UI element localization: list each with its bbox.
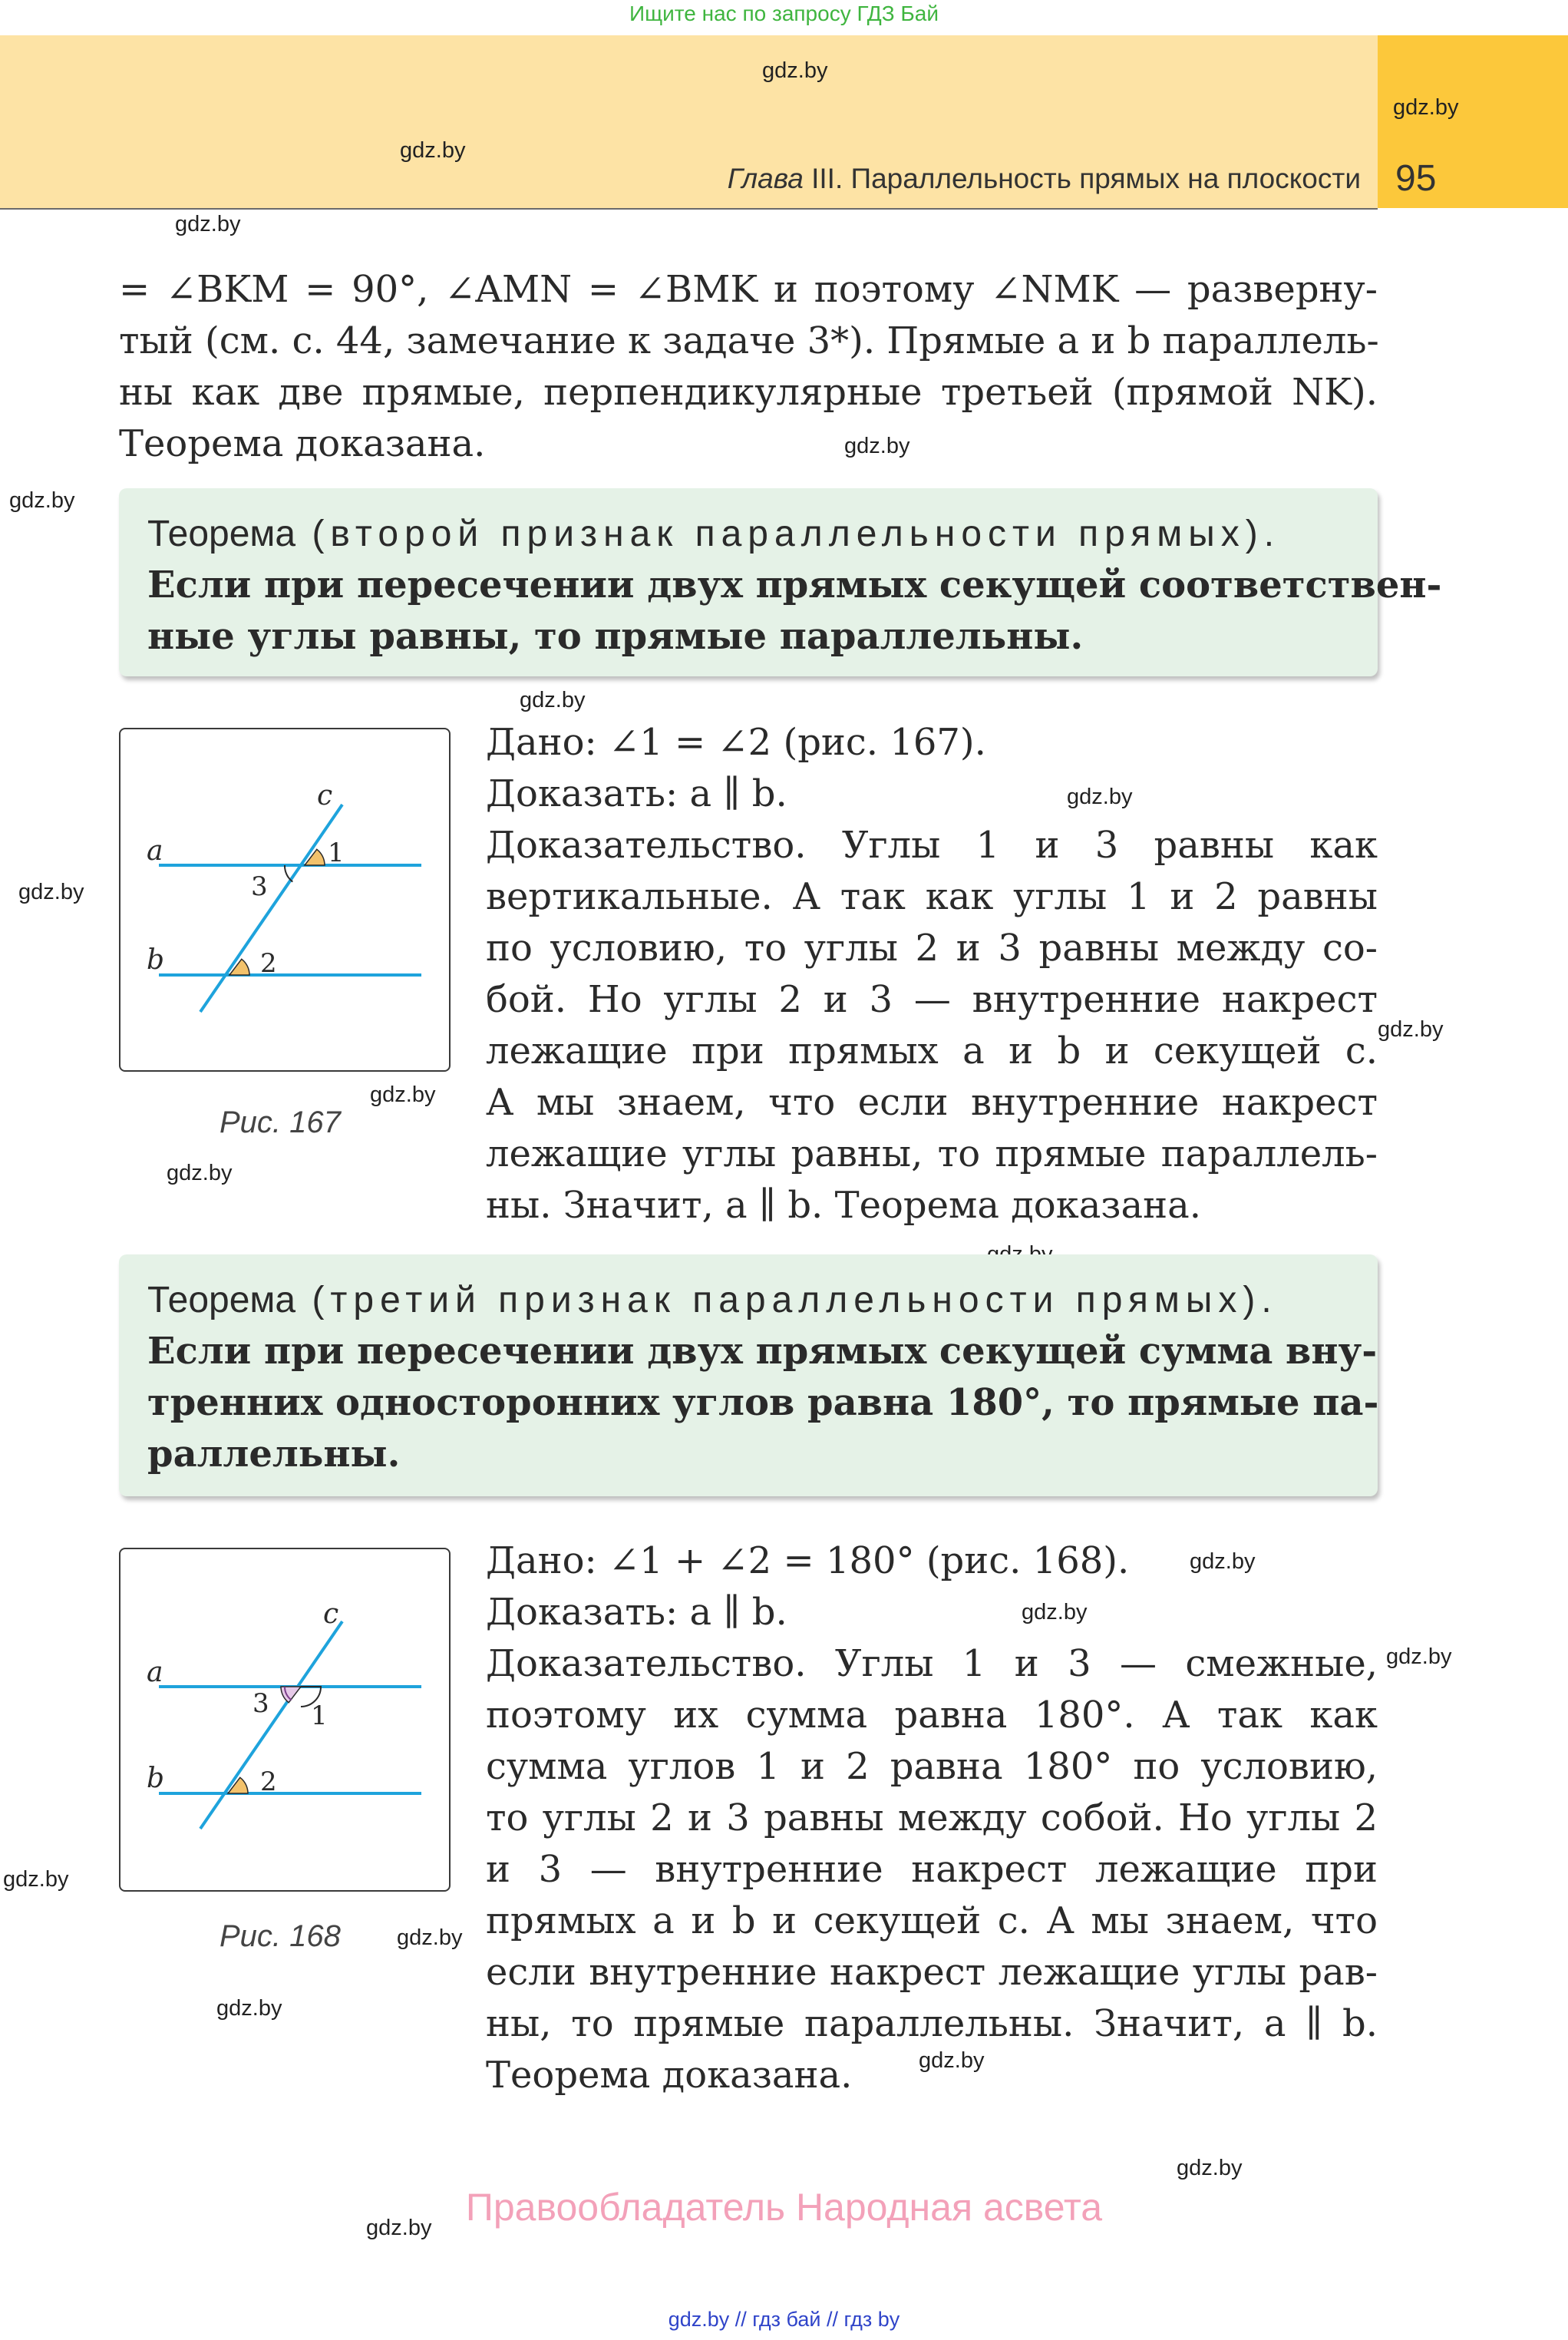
proof-line: если внутренние накрест лежащие углы рав- — [486, 1951, 1378, 1994]
watermark: gdz.by — [400, 138, 466, 163]
chapter-title — [728, 163, 1361, 195]
given-line: Дано: ∠1 = ∠2 (рис. 167). — [486, 721, 986, 764]
label-angle-2: 2 — [260, 948, 277, 979]
label-angle-1: 1 — [328, 838, 345, 868]
proof-line: лежащие углы равны, то прямые параллель- — [486, 1132, 1378, 1175]
figure-167-diagram — [120, 729, 449, 1070]
label-a: a — [147, 835, 163, 867]
text-line: = ∠BKM = 90°, ∠AMN = ∠BMK и поэтому ∠NMK — разверну- — [119, 268, 1378, 311]
theorem-content — [147, 508, 1442, 663]
proof-line: ны, то прямые параллельны. Значит, a ∥ b. — [486, 2002, 1378, 2045]
proof-line: ны. Значит, a ∥ b. Теорема доказана. — [486, 1184, 1201, 1227]
theorem-title — [147, 1274, 1351, 1326]
text-line: ны как две прямые, перпендикулярные третьей (прямой NK). — [119, 371, 1378, 414]
proof-line: прямых a и b и секущей c. А мы знаем, что — [486, 1899, 1378, 1942]
proof-line: бой. Но углы 2 и 3 — внутренние накрест — [486, 978, 1378, 1021]
text-line: тый (см. с. 44, замечание к задаче 3*). Прямые a и b параллель- — [119, 319, 1379, 362]
theorem-word: Теорема — [147, 1280, 296, 1320]
label-a: a — [147, 1657, 163, 1688]
proof-line: Теорема доказана. — [486, 2054, 853, 2097]
secant-c — [200, 805, 342, 1012]
proof-line: вертикальные. А так как углы 1 и 2 равны — [486, 875, 1378, 918]
prove-line: Доказать: a ∥ b. — [486, 772, 787, 815]
figure-168 — [119, 1548, 451, 1892]
page-number: 95 — [1395, 158, 1437, 199]
watermark: gdz.by — [216, 1996, 282, 2021]
watermark: gdz.by — [1177, 2156, 1243, 2180]
watermark: gdz.by — [18, 880, 84, 904]
text-line: ные углы равны, то прямые параллельны. — [147, 615, 1084, 658]
figure-168-caption: Рис. 168 — [220, 1919, 341, 1953]
label-b: b — [147, 1763, 165, 1794]
theorem-title — [147, 508, 1351, 560]
rights-holder: Правообладатель Народная асвета — [465, 2186, 1103, 2229]
footer-links[interactable]: gdz.by // гдз бай // гдз by — [668, 2308, 900, 2331]
theorem-content — [147, 1274, 1379, 1480]
proof-line: Доказательство. Углы 1 и 3 — смежные, — [486, 1642, 1378, 1685]
watermark: gdz.by — [1386, 1644, 1452, 1669]
text-line: Если при пересечении двух прямых секущей сумма вну- — [147, 1330, 1378, 1373]
watermark: gdz.by — [175, 212, 241, 236]
theorem-word: Теорема — [147, 514, 296, 554]
watermark: gdz.by — [366, 2216, 432, 2240]
label-angle-1: 1 — [311, 1700, 328, 1731]
watermark: gdz.by — [9, 488, 75, 513]
watermark: gdz.by — [1393, 95, 1459, 120]
watermark: gdz.by — [397, 1925, 463, 1950]
proof-167 — [486, 717, 1378, 1231]
theorem-box-second — [119, 488, 1442, 676]
label-angle-3: 3 — [251, 871, 268, 902]
figure-167 — [119, 728, 451, 1072]
theorem-statement — [147, 560, 1442, 663]
label-angle-3: 3 — [253, 1688, 269, 1719]
theorem-subtitle: (третий признак параллельности прямых). — [295, 1280, 1278, 1320]
text-line: раллельны. — [147, 1433, 401, 1476]
proof-line: по условию, то углы 2 и 3 равны между со- — [486, 927, 1378, 970]
text-line: тренних односторонних углов равна 180°, то прямые па- — [147, 1381, 1379, 1424]
proof-line: А мы знаем, что если внутренние накрест — [486, 1081, 1378, 1124]
watermark: gdz.by — [844, 434, 910, 458]
label-c: c — [317, 780, 333, 811]
proof-line: сумма углов 1 и 2 равна 180° по условию, — [486, 1745, 1378, 1788]
text-line: Если при пересечении двух прямых секущей соответствен- — [147, 564, 1442, 606]
figure-167-caption: Рис. 167 — [220, 1106, 341, 1139]
text-line: Теорема доказана. — [119, 422, 486, 465]
watermark: gdz.by — [1190, 1549, 1256, 1574]
watermark: gdz.by — [3, 1867, 69, 1892]
proof-line: и 3 — внутренние накрест лежащие при — [486, 1848, 1378, 1891]
watermark: gdz.by — [520, 688, 586, 712]
top-search-link[interactable]: Ищите нас по запросу ГДЗ Бай — [629, 2, 939, 25]
theorem-statement — [147, 1326, 1379, 1480]
label-angle-2: 2 — [260, 1767, 277, 1797]
watermark: gdz.by — [370, 1082, 436, 1107]
proof-168 — [486, 1535, 1378, 2101]
proof-line: Доказательство. Углы 1 и 3 равны как — [486, 824, 1378, 867]
theorem-subtitle: (второй признак параллельности прямых). — [295, 514, 1281, 554]
chapter-name: III. Параллельность прямых на плоскости — [803, 163, 1361, 194]
label-b: b — [147, 944, 165, 976]
theorem-box-third — [119, 1254, 1378, 1496]
chapter-word: Глава — [727, 163, 804, 194]
intro-paragraph — [119, 264, 1378, 470]
watermark: gdz.by — [762, 58, 828, 83]
proof-line: поэтому их сумма равна 180°. А так как — [486, 1694, 1378, 1737]
watermark: gdz.by — [1022, 1600, 1088, 1624]
watermark: gdz.by — [167, 1161, 233, 1185]
given-line: Дано: ∠1 + ∠2 = 180° (рис. 168). — [486, 1539, 1130, 1582]
proof-line: лежащие при прямых a и b и секущей c. — [486, 1030, 1378, 1072]
watermark: gdz.by — [1378, 1017, 1444, 1042]
proof-line: то углы 2 и 3 равны между собой. Но углы 2 — [486, 1796, 1378, 1839]
prove-line: Доказать: a ∥ b. — [486, 1591, 787, 1634]
header-rule — [0, 208, 1378, 210]
watermark: gdz.by — [919, 2048, 985, 2073]
label-c: c — [323, 1598, 339, 1630]
watermark: gdz.by — [1067, 785, 1133, 809]
figure-168-diagram — [120, 1549, 449, 1890]
